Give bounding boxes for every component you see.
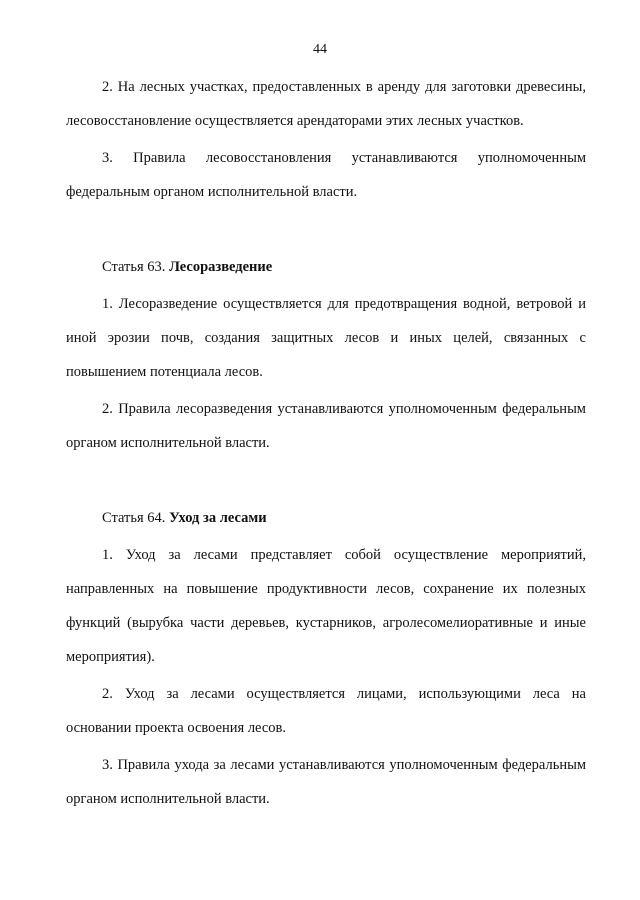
article-64-title: Уход за лесами <box>169 510 267 526</box>
paragraph-64-1: 1. Уход за лесами представляет собой осуществление мероприятий, направленных на повышение продуктивности лесов, сохранение их полезных функций (вырубка части деревьев, кустарников, агролесомелиоративные и иные мероприятия). <box>66 547 586 665</box>
article-64-number: Статья 64. <box>102 510 166 526</box>
paragraph-63-1: 1. Лесоразведение осуществляется для предотвращения водной, ветровой и иной эрозии почв, создания защитных лесов и иных целей, связанных с повышением потенциала лесов. <box>66 296 586 380</box>
section-spacer <box>66 212 586 250</box>
paragraph-64-2: 2. Уход за лесами осуществляется лицами, использующими леса на основании проекта освоения лесов. <box>66 686 586 736</box>
article-63-title: Лесоразведение <box>169 259 273 275</box>
paragraph-62-2: 2. На лесных участках, предоставленных в аренду для заготовки древесины, лесовосстановление осуществляется арендаторами этих лесных участков. <box>66 79 586 129</box>
article-63-heading <box>66 250 586 284</box>
section-spacer <box>66 463 586 501</box>
paragraph-64-3: 3. Правила ухода за лесами устанавливаются уполномоченным федеральным органом исполнительной власти. <box>66 757 586 807</box>
document-body <box>66 70 586 819</box>
article-64-heading <box>66 501 586 535</box>
article-63-number: Статья 63. <box>102 259 166 275</box>
page-number: 44 <box>313 42 327 57</box>
paragraph-62-3: 3. Правила лесовосстановления устанавливаются уполномоченным федеральным органом исполнительной власти. <box>66 150 586 200</box>
paragraph-63-2: 2. Правила лесоразведения устанавливаются уполномоченным федеральным органом исполнительной власти. <box>66 401 586 451</box>
